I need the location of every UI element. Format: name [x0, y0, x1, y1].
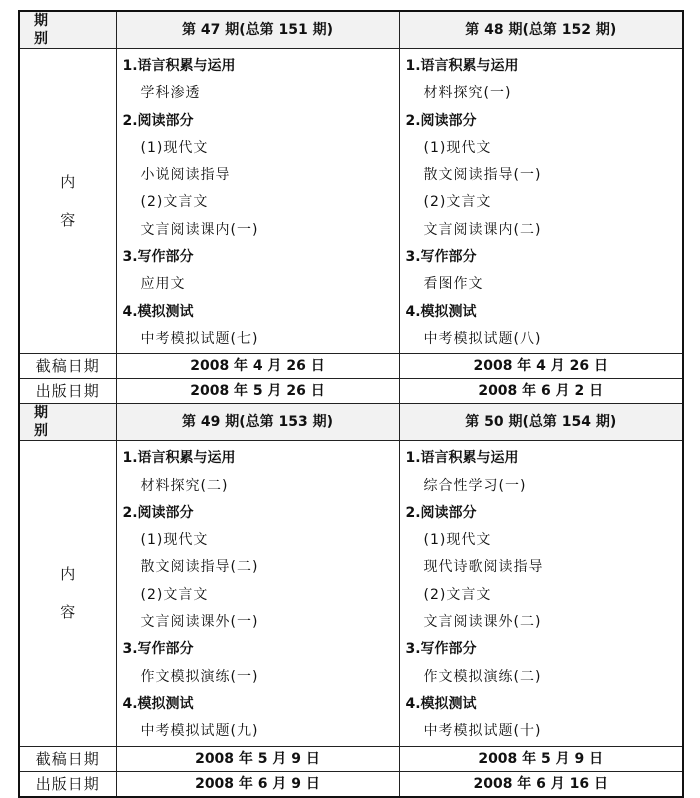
- section-item: 现代诗歌阅读指导: [423, 559, 544, 576]
- issue-contents: [116, 441, 399, 746]
- content-label-char: 内: [60, 173, 76, 192]
- period-label: 期 别: [19, 11, 116, 49]
- section-item: 材料探究(一): [423, 85, 512, 102]
- section-heading: 1.语言积累与运用: [122, 450, 236, 467]
- section-heading: 3.写作部分: [405, 641, 477, 658]
- section-heading: 4.模拟测试: [122, 303, 194, 320]
- section-heading: 1.语言积累与运用: [122, 58, 236, 74]
- content-label-char: 容: [60, 603, 76, 622]
- issue-contents: [399, 49, 683, 354]
- section-item: (1)现代文: [140, 139, 209, 156]
- content-row: [19, 441, 683, 746]
- publish-value: 2008 年 5 月 26 日: [116, 379, 399, 404]
- section-heading: 4.模拟测试: [405, 303, 477, 320]
- issue-title: 第 48 期(总第 152 期): [399, 11, 683, 49]
- section-heading: 4.模拟测试: [405, 695, 477, 712]
- section-item: 应用文: [140, 276, 186, 293]
- section-item: 学科渗透: [140, 85, 201, 102]
- section-heading: 1.语言积累与运用: [405, 450, 519, 467]
- section-heading: 2.阅读部分: [122, 504, 194, 521]
- section-item: 综合性学习(一): [423, 477, 527, 494]
- section-item: (2)文言文: [423, 194, 492, 211]
- deadline-row: [19, 746, 683, 771]
- content-label: [19, 49, 116, 354]
- publish-label: 出版日期: [19, 771, 116, 797]
- section-item: 文言阅读课内(二): [423, 221, 542, 238]
- section-item: 作文模拟演练(二): [423, 668, 542, 685]
- publish-label: 出版日期: [19, 379, 116, 404]
- publish-value: 2008 年 6 月 2 日: [399, 379, 683, 404]
- section-item: 文言阅读课外(二): [423, 614, 542, 631]
- publish-row: [19, 379, 683, 404]
- section-heading: 2.阅读部分: [122, 112, 194, 129]
- issue-title: 第 50 期(总第 154 期): [399, 404, 683, 441]
- content-label: [19, 441, 116, 746]
- section-heading: 3.写作部分: [122, 641, 194, 658]
- publish-value: 2008 年 6 月 16 日: [399, 771, 683, 797]
- deadline-label: 截稿日期: [19, 746, 116, 771]
- section-item: (1)现代文: [423, 139, 492, 156]
- content-label-char: 内: [60, 565, 76, 584]
- section-heading: 4.模拟测试: [122, 695, 194, 712]
- section-item: (1)现代文: [140, 532, 209, 549]
- deadline-label: 截稿日期: [19, 354, 116, 379]
- schedule-body: [19, 11, 683, 797]
- issue-contents: [116, 49, 399, 354]
- issue-title: 第 47 期(总第 151 期): [116, 11, 399, 49]
- section-heading: 3.写作部分: [122, 249, 194, 266]
- section-item: 文言阅读课内(一): [140, 221, 259, 238]
- section-item: (2)文言文: [140, 194, 209, 211]
- section-item: (2)文言文: [423, 586, 492, 603]
- period-header-row: [19, 404, 683, 441]
- section-item: 小说阅读指导: [140, 167, 231, 184]
- section-item: (2)文言文: [140, 586, 209, 603]
- section-item: 中考模拟试题(十): [423, 723, 542, 740]
- section-heading: 2.阅读部分: [405, 112, 477, 129]
- deadline-value: 2008 年 4 月 26 日: [399, 354, 683, 379]
- section-item: 散文阅读指导(二): [140, 559, 259, 576]
- section-item: 文言阅读课外(一): [140, 614, 259, 631]
- section-item: 中考模拟试题(七): [140, 330, 259, 347]
- deadline-value: 2008 年 5 月 9 日: [399, 746, 683, 771]
- issue-schedule-table: [18, 10, 684, 798]
- period-header-row: [19, 11, 683, 49]
- section-item: 中考模拟试题(九): [140, 723, 259, 740]
- deadline-value: 2008 年 4 月 26 日: [116, 354, 399, 379]
- section-item: 作文模拟演练(一): [140, 668, 259, 685]
- section-heading: 2.阅读部分: [405, 504, 477, 521]
- section-heading: 1.语言积累与运用: [405, 58, 519, 74]
- deadline-value: 2008 年 5 月 9 日: [116, 746, 399, 771]
- issue-title: 第 49 期(总第 153 期): [116, 404, 399, 441]
- publish-row: [19, 771, 683, 797]
- section-item: 散文阅读指导(一): [423, 167, 542, 184]
- section-item: 材料探究(二): [140, 477, 229, 494]
- section-heading: 3.写作部分: [405, 249, 477, 266]
- deadline-row: [19, 354, 683, 379]
- section-item: 看图作文: [423, 276, 484, 293]
- publish-value: 2008 年 6 月 9 日: [116, 771, 399, 797]
- content-label-char: 容: [60, 211, 76, 230]
- section-item: 中考模拟试题(八): [423, 330, 542, 347]
- issue-contents: [399, 441, 683, 746]
- period-label: 期 别: [19, 404, 116, 441]
- content-row: [19, 49, 683, 354]
- section-item: (1)现代文: [423, 532, 492, 549]
